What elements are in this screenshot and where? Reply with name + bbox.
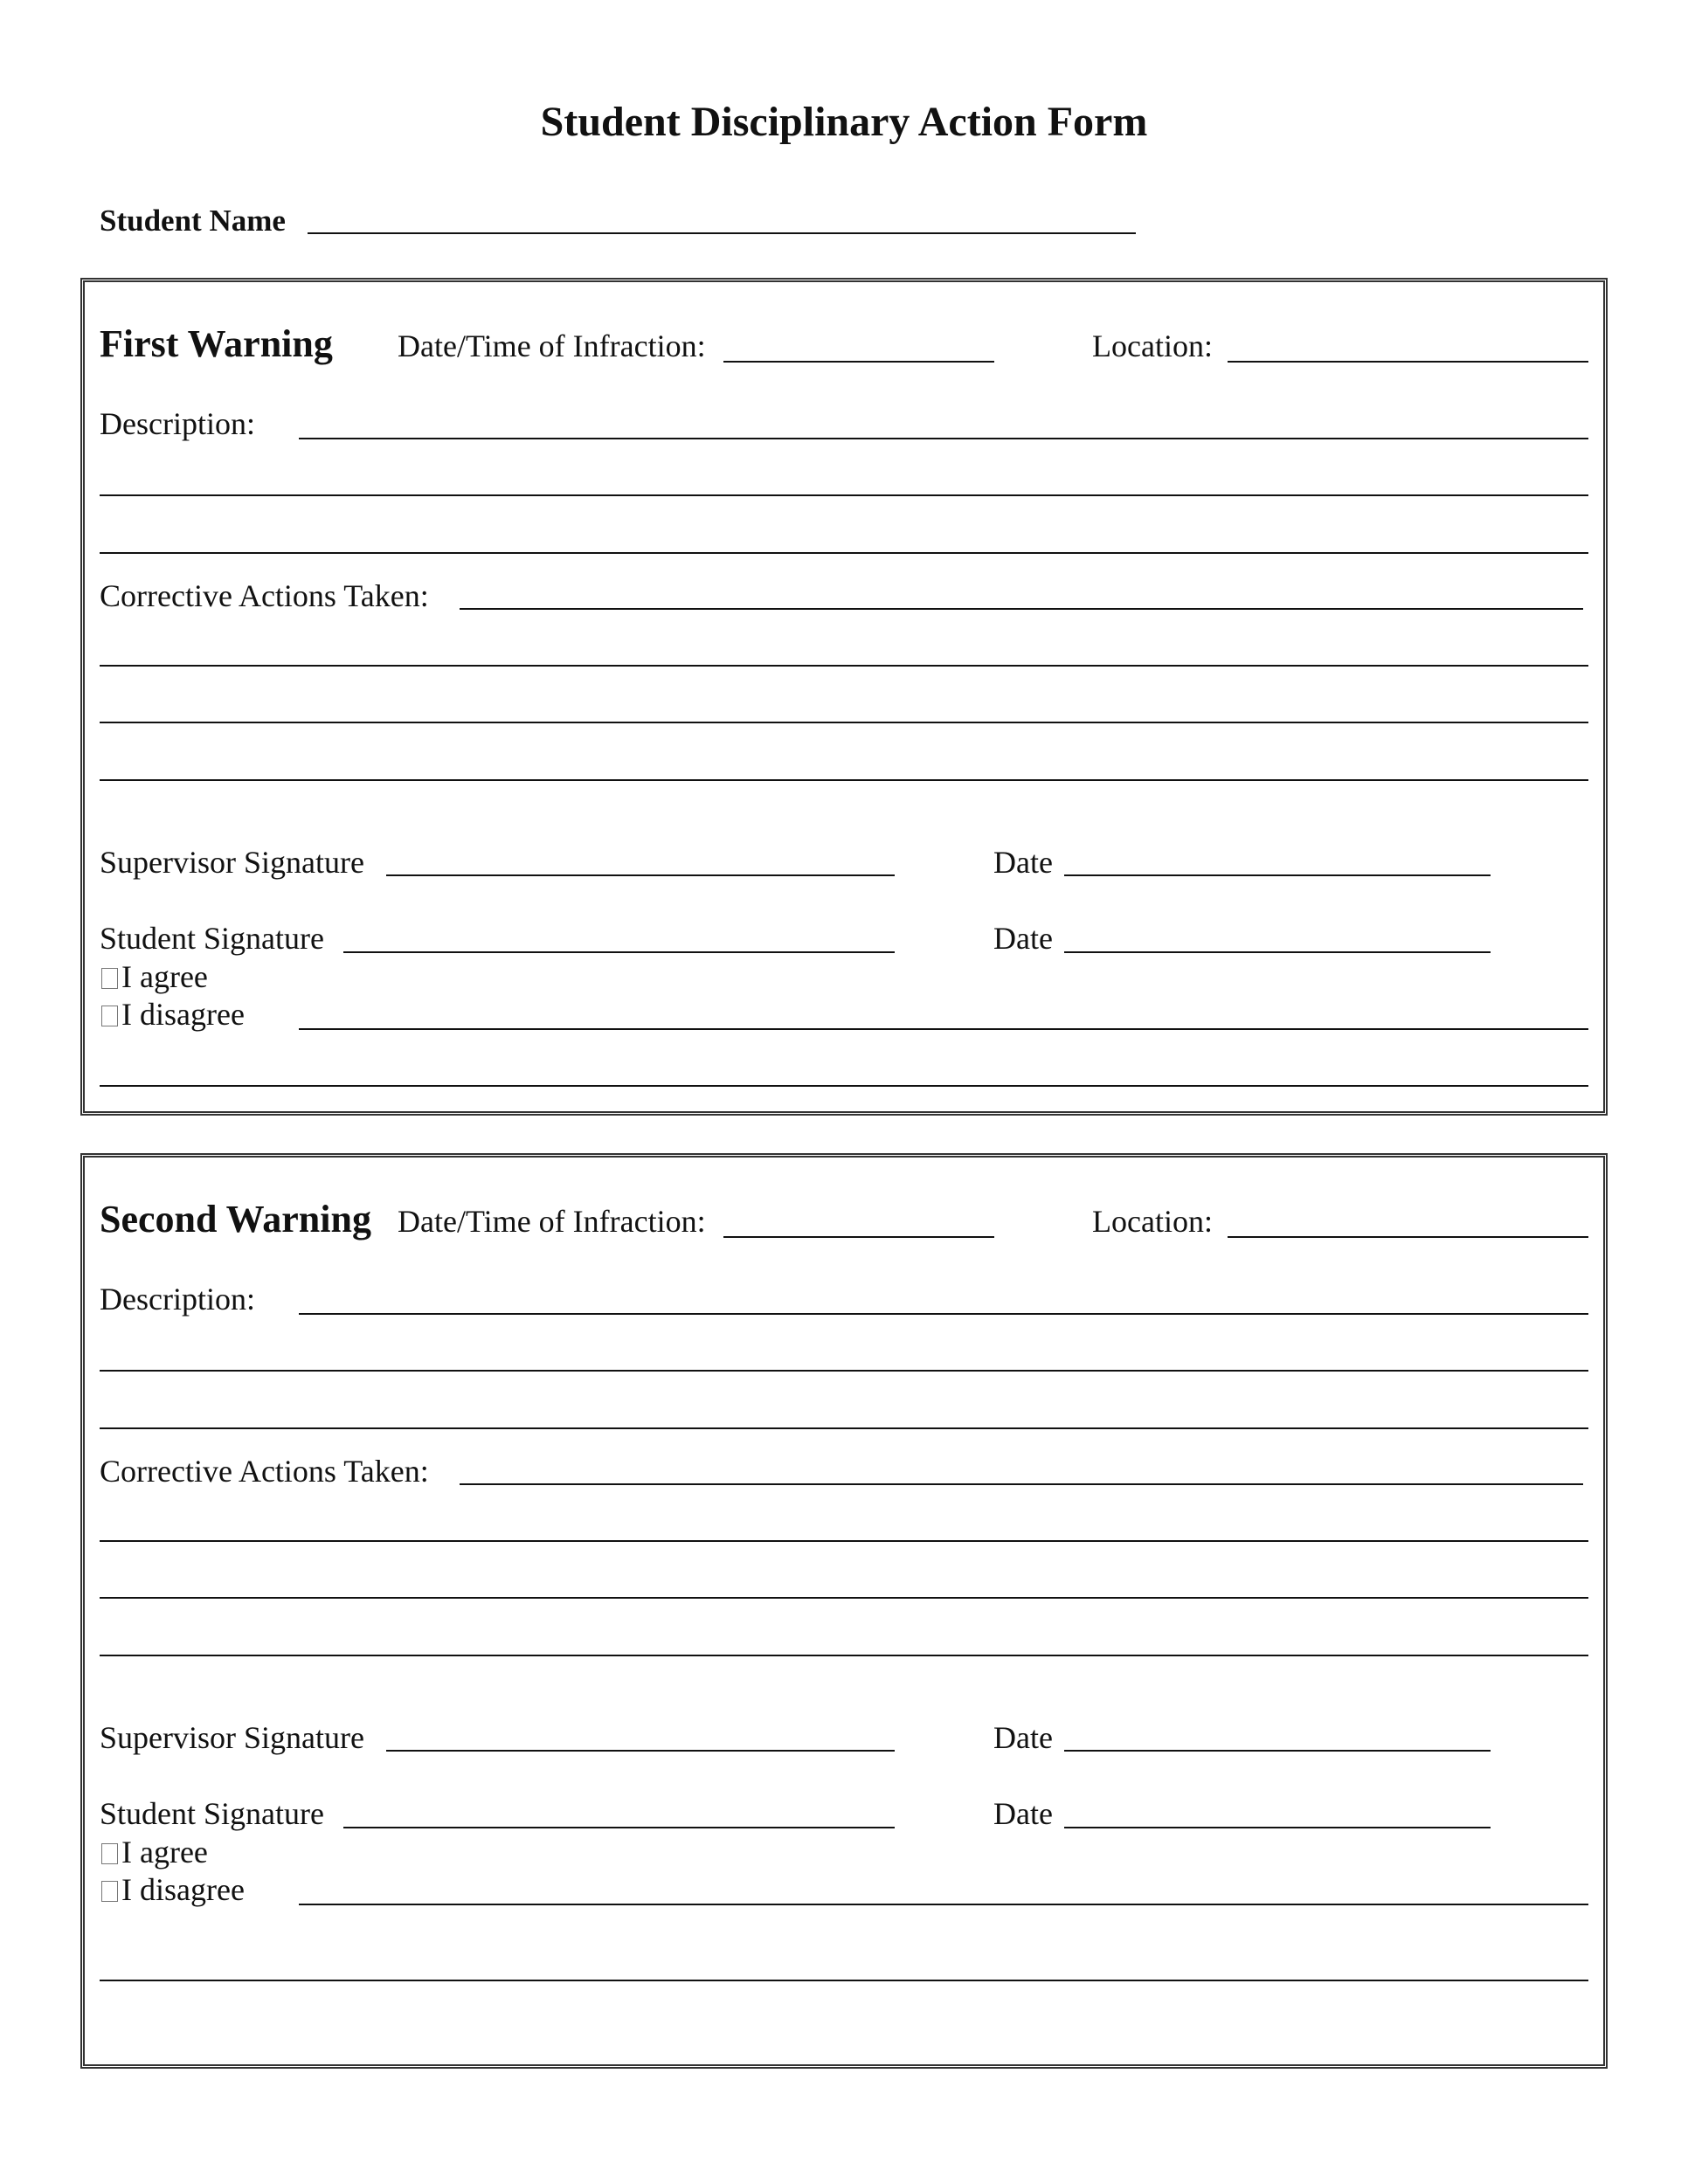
- description-line[interactable]: [299, 438, 1588, 439]
- form-title: Student Disciplinary Action Form: [540, 99, 1148, 145]
- description-line[interactable]: [299, 1313, 1588, 1315]
- student-date-field[interactable]: [1064, 1827, 1491, 1828]
- student-date-label: Date: [993, 1796, 1053, 1831]
- corrective-actions-label: Corrective Actions Taken:: [100, 578, 429, 613]
- supervisor-signature-label: Supervisor Signature: [100, 1720, 364, 1755]
- warning-heading: First Warning: [100, 322, 333, 365]
- corrective-actions-line[interactable]: [100, 665, 1588, 667]
- supervisor-signature-field[interactable]: [386, 874, 895, 876]
- corrective-actions-line[interactable]: [100, 779, 1588, 781]
- student-name-label: Student Name: [100, 204, 286, 238]
- corrective-actions-line[interactable]: [460, 608, 1583, 610]
- supervisor-date-field[interactable]: [1064, 874, 1491, 876]
- datetime-label: Date/Time of Infraction:: [398, 1204, 706, 1239]
- supervisor-date-label: Date: [993, 1720, 1053, 1755]
- disagree-reason-line[interactable]: [100, 1980, 1588, 1981]
- disagree-label: I disagree: [121, 1872, 245, 1907]
- supervisor-date-label: Date: [993, 845, 1053, 880]
- corrective-actions-line[interactable]: [100, 1655, 1588, 1656]
- student-signature-label: Student Signature: [100, 1796, 324, 1831]
- supervisor-date-field[interactable]: [1064, 1750, 1491, 1752]
- student-signature-field[interactable]: [343, 1827, 895, 1828]
- corrective-actions-line[interactable]: [100, 1597, 1588, 1599]
- disagree-reason-line[interactable]: [299, 1904, 1588, 1905]
- disagree-checkbox[interactable]: [101, 1006, 118, 1026]
- student-date-label: Date: [993, 921, 1053, 956]
- first-warning-section: [80, 278, 1608, 1116]
- disagree-option[interactable]: [101, 996, 245, 1033]
- description-line[interactable]: [100, 1427, 1588, 1429]
- disagree-label: I disagree: [121, 997, 245, 1032]
- description-label: Description:: [100, 406, 255, 441]
- supervisor-signature-field[interactable]: [386, 1750, 895, 1752]
- agree-checkbox[interactable]: [101, 968, 118, 989]
- agree-option[interactable]: [101, 958, 208, 995]
- disagree-checkbox[interactable]: [101, 1881, 118, 1902]
- corrective-actions-label: Corrective Actions Taken:: [100, 1454, 429, 1489]
- disagree-reason-line[interactable]: [299, 1028, 1588, 1030]
- description-line[interactable]: [100, 1370, 1588, 1372]
- agree-checkbox[interactable]: [101, 1843, 118, 1864]
- disagree-reason-line[interactable]: [100, 1085, 1588, 1087]
- second-warning-section: [80, 1153, 1608, 2069]
- student-name-field[interactable]: [308, 232, 1136, 234]
- warning-heading: Second Warning: [100, 1198, 371, 1241]
- description-label: Description:: [100, 1282, 255, 1317]
- description-line[interactable]: [100, 552, 1588, 554]
- location-field[interactable]: [1228, 1236, 1588, 1238]
- corrective-actions-line[interactable]: [100, 1540, 1588, 1542]
- supervisor-signature-label: Supervisor Signature: [100, 845, 364, 880]
- location-field[interactable]: [1228, 361, 1588, 363]
- disagree-option[interactable]: [101, 1871, 245, 1908]
- student-signature-field[interactable]: [343, 951, 895, 953]
- description-line[interactable]: [100, 494, 1588, 496]
- agree-label: I agree: [121, 1835, 208, 1870]
- agree-label: I agree: [121, 959, 208, 994]
- datetime-label: Date/Time of Infraction:: [398, 328, 706, 363]
- location-label: Location:: [1092, 1204, 1213, 1239]
- corrective-actions-line[interactable]: [100, 722, 1588, 723]
- corrective-actions-line[interactable]: [460, 1483, 1583, 1485]
- location-label: Location:: [1092, 328, 1213, 363]
- student-signature-label: Student Signature: [100, 921, 324, 956]
- datetime-field[interactable]: [723, 361, 994, 363]
- student-date-field[interactable]: [1064, 951, 1491, 953]
- agree-option[interactable]: [101, 1834, 208, 1870]
- datetime-field[interactable]: [723, 1236, 994, 1238]
